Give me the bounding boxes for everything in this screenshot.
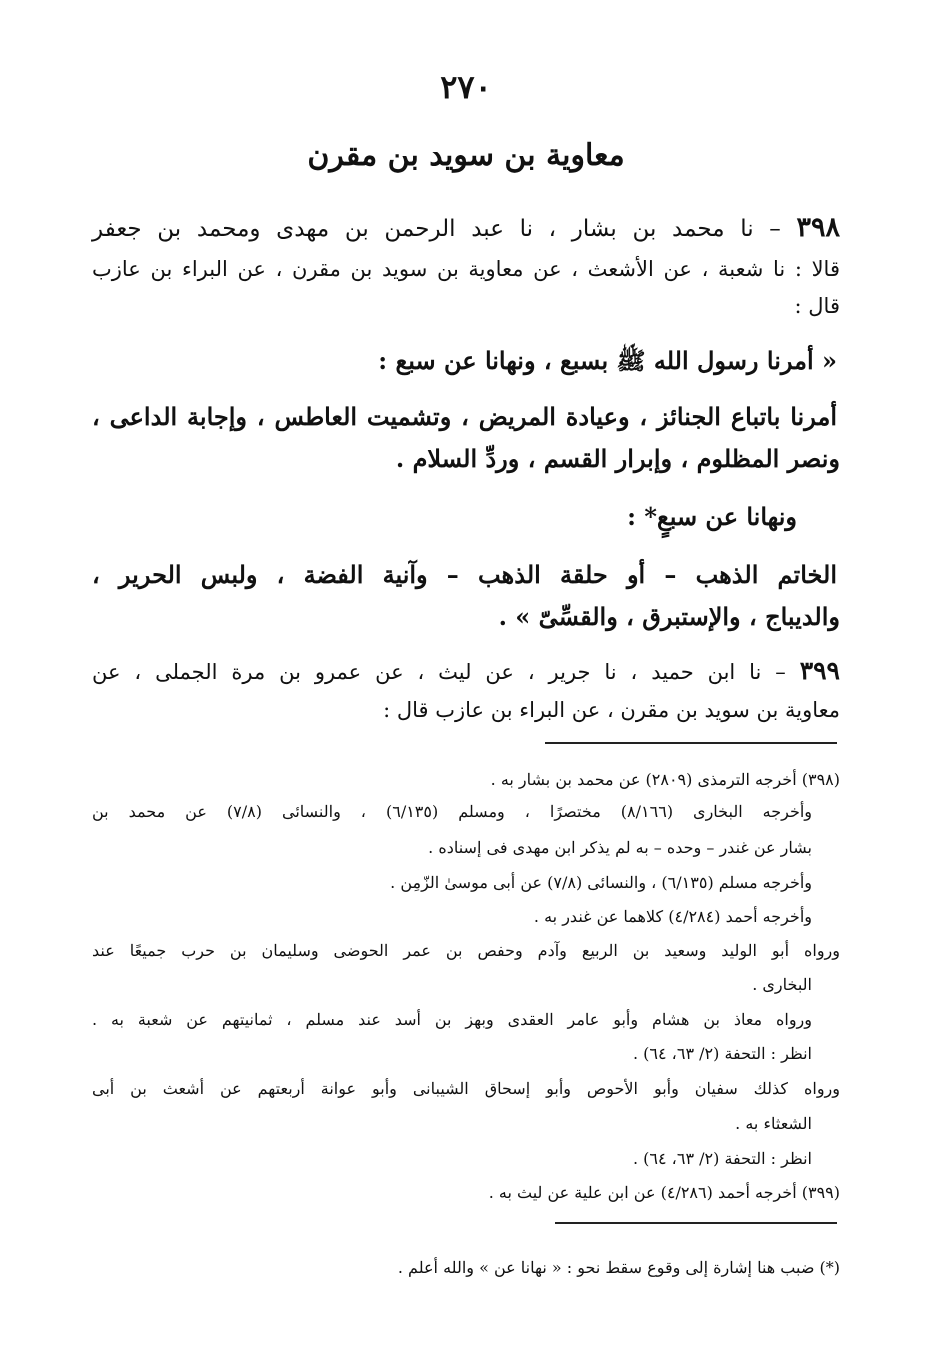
note-line: بشار عن غندر – وحده – به لم يذكر ابن مهدى فى إسناده . <box>428 838 812 857</box>
note-line: الشعثاء به . <box>735 1114 812 1133</box>
hadith-399-line-2: معاوية بن سويد بن مقرن ، عن البراء بن عازب قال : <box>383 698 840 722</box>
hadith-text: – نا محمد بن بشار ، نا عبد الرحمن بن مهدى ومحمد بن جعفر <box>92 216 781 242</box>
note-line: وأخرجه البخارى (٨/١٦٦) مختصرًا ، ومسلم (٦/١٣٥) ، والنسائى (٧/٨) عن محمد بن <box>92 802 813 821</box>
note-line: ورواه معاذ بن هشام وأبو عامر العقدى وبهز بن أسد عند مسلم ، ثمانيتهم عن شعبة به . <box>92 1010 812 1029</box>
footnote-separator <box>555 1222 837 1224</box>
hadith-398-line-1 <box>92 212 840 243</box>
hadith-number: ٣٩٨ <box>796 212 840 243</box>
page-title: معاوية بن سويد بن مقرن <box>307 138 625 173</box>
hadith-398-matn-line-6: والديباج ، والإستبرق ، والقسِّىّ » . <box>498 602 840 631</box>
hadith-399-line-1 <box>92 656 840 685</box>
hadith-398-matn-line-5: الخاتم الذهب – أو حلقة الذهب – وآنية الفضة ، ولبس الحرير ، <box>92 560 837 589</box>
page-number: ٢٧٠ <box>440 68 492 106</box>
note-line: وأخرجه أحمد (٤/٢٨٤) كلاهما عن غندر به . <box>533 907 812 926</box>
notes-separator <box>545 742 837 744</box>
hadith-398-matn-line-3: ونصر المظلوم ، وإبرار القسم ، وردِّ السلام . <box>395 444 840 473</box>
note-line: انظر : التحفة (٢/ ٦٣، ٦٤) . <box>632 1149 812 1168</box>
note-line: (٣٩٨) أخرجه الترمذى (٢٨٠٩) عن محمد بن بشار به . <box>490 770 840 789</box>
note-line: ورواه أبو الوليد وسعيد بن الربيع وآدم وحفص بن عمر الحوضى وسليمان بن حرب جميعًا عند <box>92 941 840 960</box>
note-line: وأخرجه مسلم (٦/١٣٥) ، والنسائى (٧/٨) عن أبى موسىٰ الزّمِن . <box>390 873 812 892</box>
footnote: (*) ضبب هنا إشارة إلى وقوع سقط نحو : « نهانا عن » والله أعلم . <box>397 1258 840 1277</box>
note-line: ورواه كذلك سفيان وأبو الأحوص وأبو إسحاق الشيبانى وأبو عوانة أربعتهم عن أشعث بن أبى <box>92 1079 840 1098</box>
note-line: (٣٩٩) أخرجه أحمد (٤/٢٨٦) عن ابن علية عن ليث به . <box>488 1183 840 1202</box>
note-line: البخارى . <box>752 975 812 994</box>
hadith-number: ٣٩٩ <box>799 656 840 685</box>
hadith-398-line-3: قال : <box>794 294 840 318</box>
note-line: انظر : التحفة (٢/ ٦٣، ٦٤) . <box>632 1044 812 1063</box>
hadith-398-matn-line-2: أمرنا باتباع الجنائز ، وعيادة المريض ، وتشميت العاطس ، وإجابة الداعى ، <box>92 402 837 431</box>
hadith-398-line-2: قالا : نا شعبة ، عن الأشعث ، عن معاوية بن سويد بن مقرن ، عن البراء بن عازب <box>92 257 840 281</box>
hadith-398-matn-line-4: ونهانا عن سبعٍ* : <box>627 502 797 531</box>
hadith-text: – نا ابن حميد ، نا جرير ، عن ليث ، عن عمرو بن مرة الجملى ، عن <box>92 660 786 684</box>
hadith-398-matn-line-1: « أمرنا رسول الله ﷺ بسبع ، ونهانا عن سبع : <box>378 346 837 375</box>
